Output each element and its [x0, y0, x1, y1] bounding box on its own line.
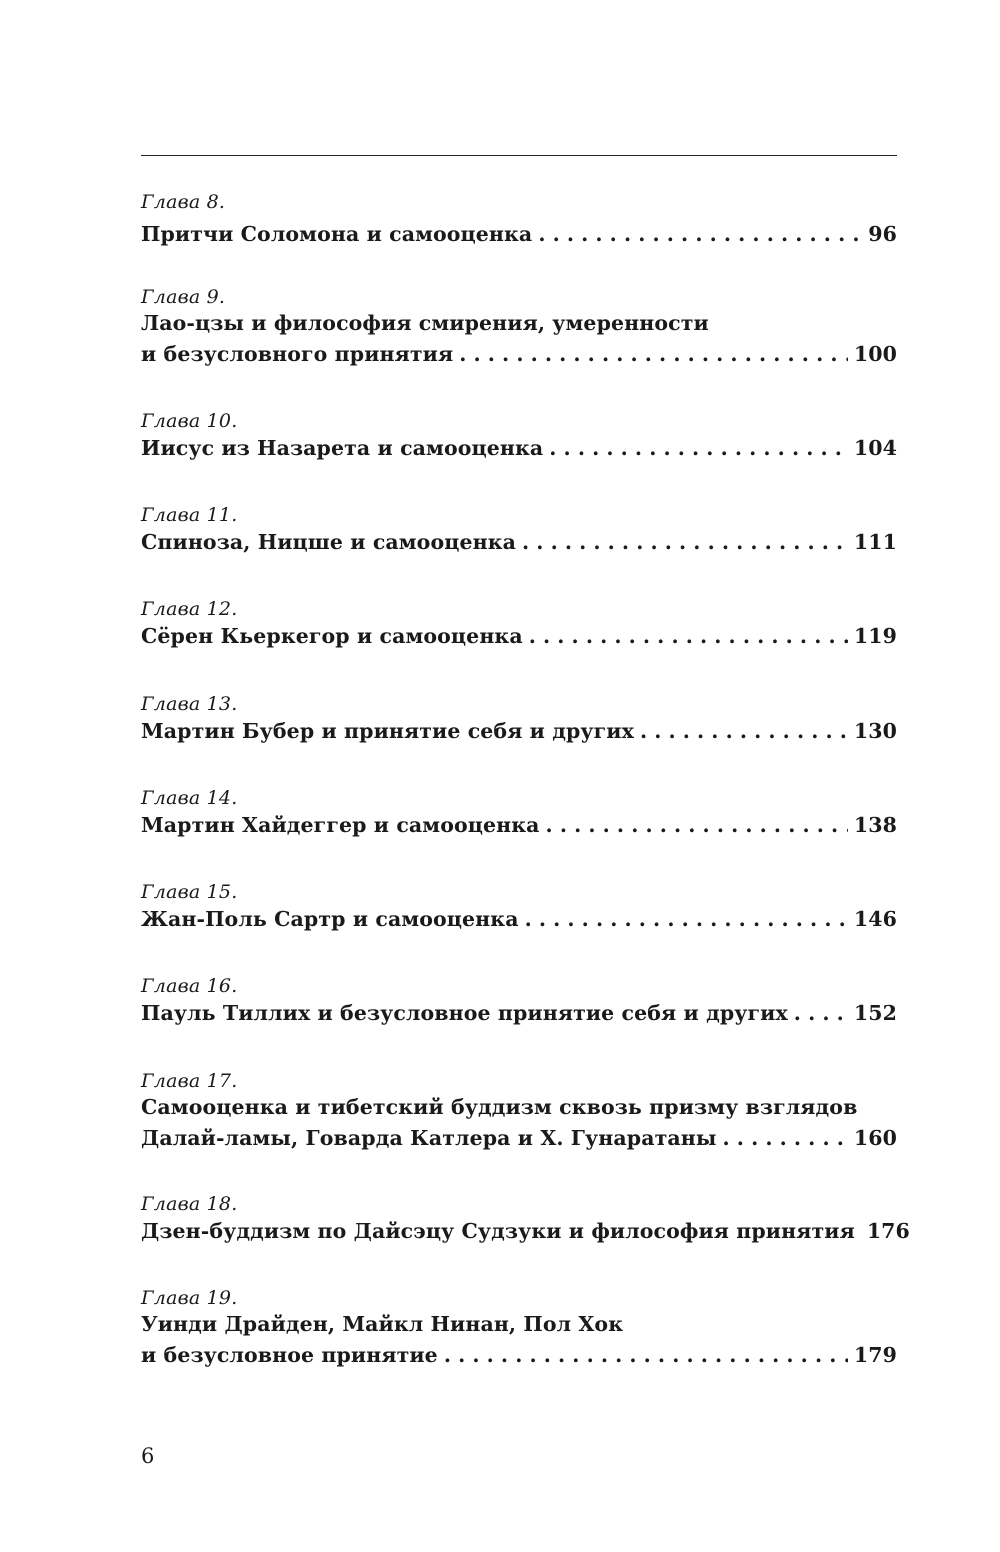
dot-leader — [459, 342, 848, 366]
chapter-title-line — [141, 1219, 910, 1251]
page-ref: 160 — [853, 1126, 897, 1150]
page-ref: 152 — [853, 1001, 897, 1025]
dot-leader — [549, 436, 848, 460]
page-ref: 111 — [853, 530, 897, 554]
chapter-title: Дзен-буддизм по Дайсэцу Судзуки и философия принятия — [141, 1219, 855, 1243]
dot-leader — [525, 907, 848, 931]
chapter-title: Иисус из Назарета и самооценка — [141, 436, 544, 460]
page-ref: 119 — [853, 624, 897, 648]
chapter-label: Глава 19. — [141, 1287, 238, 1309]
chapter-title-line — [141, 813, 897, 845]
chapter-title: Жан-Поль Сартр и самооценка — [141, 907, 519, 931]
chapter-title: Мартин Хайдеггер и самооценка — [141, 813, 540, 837]
dot-leader — [723, 1126, 848, 1150]
chapter-title: Уинди Драйден, Майкл Нинан, Пол Хок — [141, 1312, 624, 1336]
chapter-title-line — [141, 222, 897, 254]
chapter-label: Глава 11. — [141, 504, 238, 526]
chapter-title-line — [141, 342, 897, 374]
page-ref: 138 — [853, 813, 897, 837]
dot-leader — [640, 719, 848, 743]
chapter-title: Притчи Соломона и самооценка — [141, 222, 533, 246]
chapter-label: Глава 17. — [141, 1070, 238, 1092]
dot-leader — [794, 1001, 848, 1025]
page-ref: 146 — [853, 907, 897, 931]
dot-leader — [522, 530, 848, 554]
chapter-title: Сёрен Кьеркегор и самооценка — [141, 624, 523, 648]
page-ref: 130 — [853, 719, 897, 743]
dot-leader — [529, 624, 848, 648]
chapter-title: Мартин Бубер и принятие себя и других — [141, 719, 634, 743]
chapter-label: Глава 18. — [141, 1193, 238, 1215]
chapter-label: Глава 10. — [141, 410, 238, 432]
chapter-title-line — [141, 530, 897, 562]
chapter-label: Глава 12. — [141, 598, 238, 620]
page-ref: 176 — [866, 1219, 910, 1243]
chapter-title: Самооценка и тибетский буддизм сквозь призму взглядов — [141, 1095, 858, 1119]
chapter-title-line — [141, 1126, 897, 1158]
dot-leader — [546, 813, 848, 837]
chapter-label: Глава 13. — [141, 693, 238, 715]
chapter-label: Глава 9. — [141, 286, 226, 308]
chapter-label: Глава 14. — [141, 787, 238, 809]
page-number: 6 — [141, 1444, 155, 1468]
chapter-title: и безусловного принятия — [141, 342, 454, 366]
dot-leader — [444, 1343, 848, 1367]
chapter-title: Спиноза, Ницше и самооценка — [141, 530, 517, 554]
chapter-title-line — [141, 436, 897, 468]
header-rule — [141, 155, 897, 156]
chapter-label: Глава 16. — [141, 975, 238, 997]
dot-leader — [538, 222, 862, 246]
page-ref: 179 — [853, 1343, 897, 1367]
page-ref: 96 — [868, 222, 897, 246]
page-ref: 104 — [853, 436, 897, 460]
chapter-title-line — [141, 624, 897, 656]
chapter-title: Лао-цзы и философия смирения, умеренности — [141, 311, 709, 335]
chapter-label: Глава 15. — [141, 881, 238, 903]
chapter-title: Пауль Тиллих и безусловное принятие себя и других — [141, 1001, 788, 1025]
page-ref: 100 — [853, 342, 897, 366]
chapter-label: Глава 8. — [141, 191, 226, 213]
chapter-title-line — [141, 907, 897, 939]
chapter-title-line — [141, 1343, 897, 1375]
chapter-title: Далай-ламы, Говарда Катлера и Х. Гунаратаны — [141, 1126, 717, 1150]
chapter-title-line — [141, 1001, 897, 1033]
chapter-title-line — [141, 719, 897, 751]
chapter-title: и безусловное принятие — [141, 1343, 438, 1367]
